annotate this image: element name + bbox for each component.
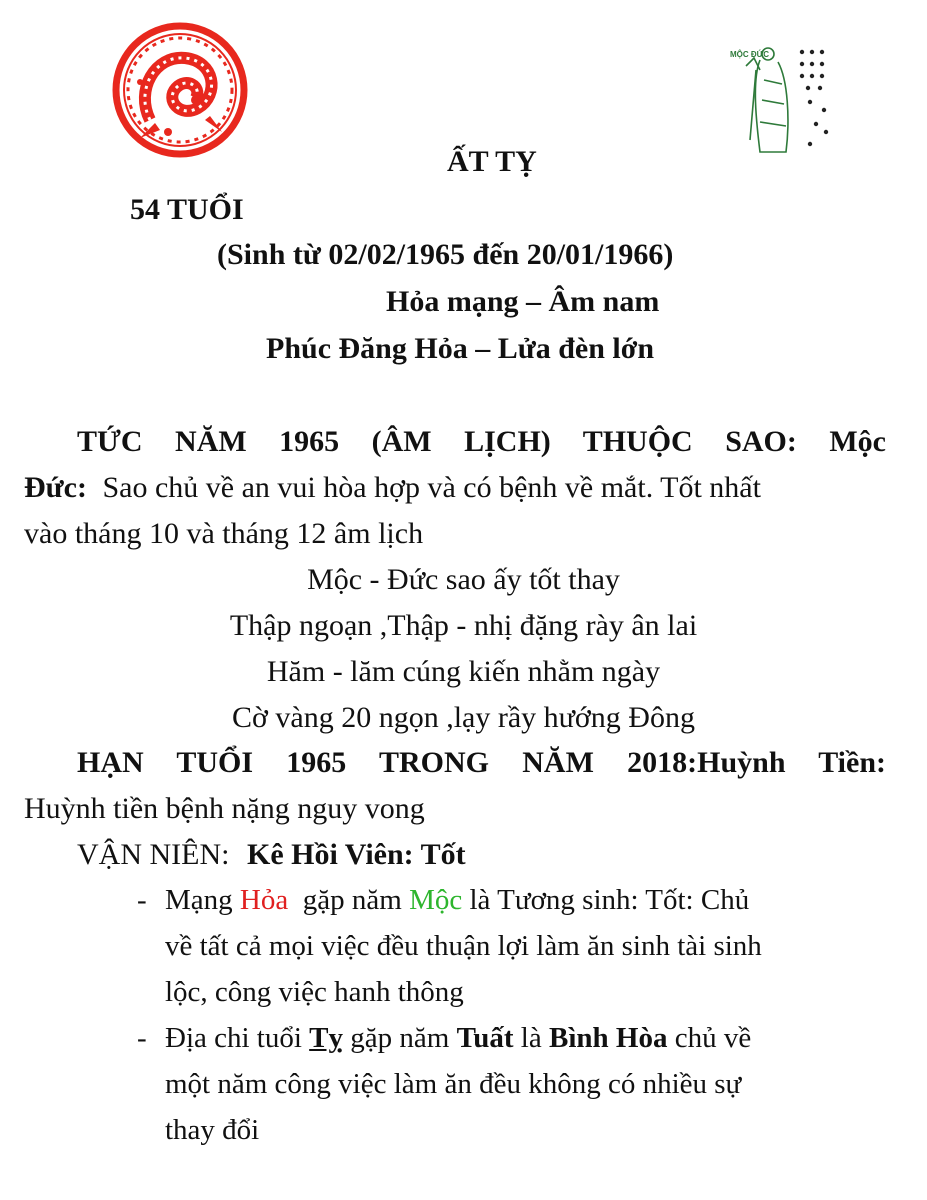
star-best-months: vào tháng 10 và tháng 12 âm lịch	[24, 517, 424, 550]
birth-range: (Sinh từ 02/02/1965 đến 20/01/1966)	[217, 238, 674, 271]
poem-line: Thập ngoạn ,Thập - nhị đặng rày ân lai	[229, 609, 698, 642]
han-description: Huỳnh tiền bệnh nặng nguy vong	[24, 792, 425, 825]
bullet-1-line-3: lộc, công việc hanh thông	[165, 976, 464, 1008]
tuat-year: Tuất	[456, 1022, 514, 1054]
deity-figure-icon	[730, 40, 840, 160]
age-label: 54 TUỔI	[130, 193, 244, 226]
poem-line: Cờ vàng 20 ngọn ,lạy rầy hướng Đông	[232, 701, 695, 734]
destiny-name: Phúc Đăng Hỏa – Lửa đèn lớn	[266, 332, 655, 365]
bullet-1-line-2: về tất cả mọi việc đều thuận lợi làm ăn sinh tài sinh	[165, 930, 762, 962]
poem-line: Mộc - Đức sao ấy tốt thay	[307, 563, 620, 596]
star-heading: TỨC NĂM 1965 (ÂM LỊCH) THUỘC SAO: Mộc	[77, 425, 886, 458]
bullet-2-line-1: Địa chi tuổi Tỵ gặp năm Tuất là Bình Hòa chủ về	[165, 1022, 752, 1054]
fire-element: Hỏa	[239, 884, 289, 916]
element-gender: Hỏa mạng – Âm nam	[386, 285, 660, 318]
van-nien-label: VẬN NIÊN:	[77, 838, 230, 871]
bullet-dash: -	[137, 1022, 147, 1054]
bullet-1-line-1: Mạng Hỏa gặp năm Mộc là Tương sinh: Tốt: Chủ	[165, 884, 750, 916]
star-description-text: Sao chủ về an vui hòa hợp và có bệnh về mắt. Tốt nhất	[102, 471, 761, 504]
poem-line: Hăm - lăm cúng kiến nhằm ngày	[266, 655, 661, 688]
bullet-2-line-3: thay đổi	[165, 1114, 260, 1146]
snake-emblem-logo	[110, 20, 250, 160]
page-title: ẤT TỴ	[447, 145, 537, 178]
van-nien-row	[77, 838, 466, 872]
bullet-dash: -	[137, 884, 147, 916]
moc-duc-logo-text: MỘC ĐỨC	[730, 50, 770, 59]
binh-hoa-relation: Bình Hòa	[548, 1022, 668, 1054]
van-nien-value: Kê Hồi Viên: Tốt	[246, 838, 466, 871]
moc-duc-logo	[730, 40, 840, 160]
bullet-2-line-2: một năm công việc làm ăn đều không có nhiều sự	[165, 1068, 742, 1100]
star-description	[24, 471, 761, 505]
han-heading: HẠN TUỔI 1965 TRONG NĂM 2018:Huỳnh Tiền:	[77, 746, 886, 779]
wood-element: Mộc	[409, 884, 463, 916]
ty-branch: Tỵ	[309, 1022, 344, 1054]
star-name-continued: Đức:	[24, 471, 87, 504]
